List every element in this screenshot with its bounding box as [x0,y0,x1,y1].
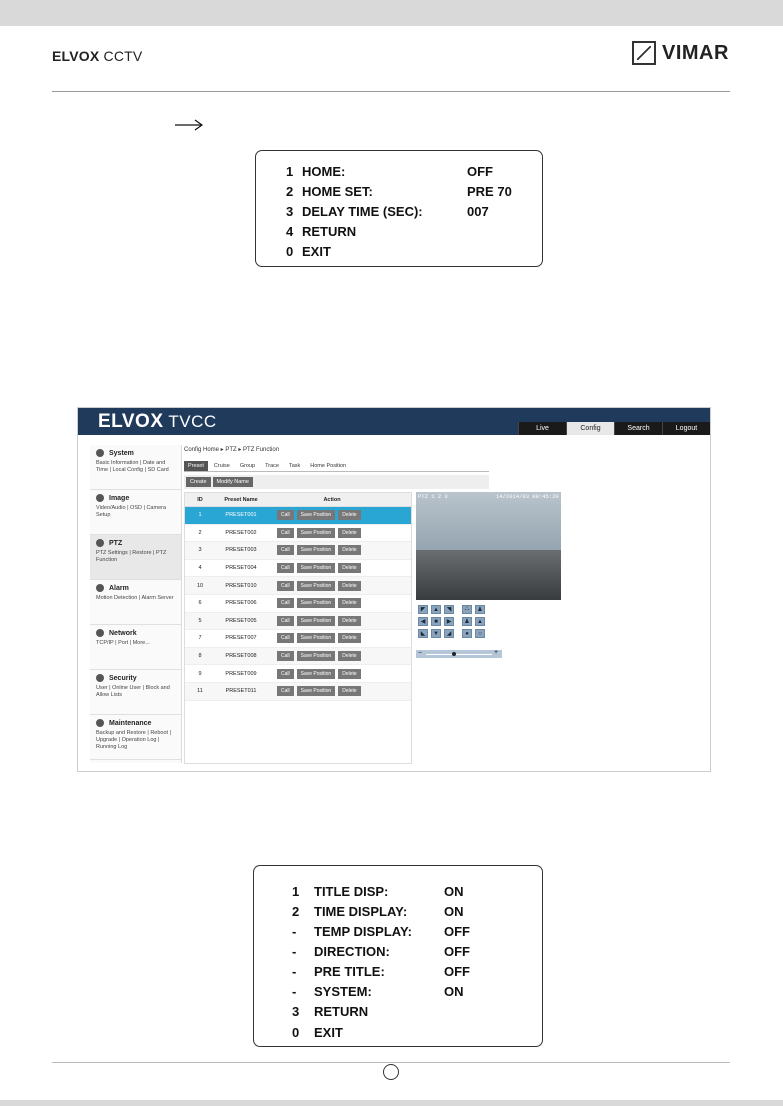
sidebar-section-title [96,539,181,547]
preset-id: 9 [198,670,202,677]
elvox-cctv-logo: ELVOX CCTV [52,48,143,64]
delete-button[interactable]: Delete [338,616,360,626]
video-osd-timestamp: 14/2014/03 09:45:20 [496,493,559,500]
speed-slider[interactable] [416,650,502,658]
osd-menu-number: 1 [286,163,294,179]
table-row[interactable] [185,613,411,631]
save-position-button[interactable]: Save Position [297,528,336,538]
nav-tab-live[interactable]: Live [518,422,566,435]
preset-name: PRESET004 [225,565,257,572]
osd-menu-row [292,881,542,901]
osd-menu-label: RETURN [314,1004,369,1019]
save-position-button[interactable]: Save Position [297,633,336,643]
table-header: ID Preset Name Action [185,493,411,507]
modify-name-button[interactable]: Modify Name [213,477,253,487]
preset-table [184,492,412,764]
call-button[interactable]: Call [277,510,294,520]
preset-actions [277,563,361,573]
sidebar-links[interactable]: PTZ Settings | Restore | PTZ Function [96,550,167,563]
preset-actions [277,510,361,520]
alarm-icon [96,584,104,592]
preset-name: PRESET011 [225,688,257,695]
video-osd-left: PTZ 1 2 3 [418,493,448,500]
delete-button[interactable]: Delete [338,669,360,679]
osd-menu-row [286,181,542,201]
preset-id: 11 [197,688,203,695]
osd-menu-value: PRE 70 [467,183,512,199]
page-top-bar [0,0,783,26]
sidebar-title-text: Alarm [109,584,129,592]
osd-menu-row [292,921,542,941]
osd-menu-value: OFF [444,943,470,959]
delete-button[interactable]: Delete [338,563,360,573]
subtab-home-position[interactable]: Home Position [310,463,347,469]
delete-button[interactable]: Delete [338,528,360,538]
osd-menu-row [286,221,542,241]
preset-id: 1 [198,512,202,519]
subtab-task[interactable]: Task [288,463,301,469]
ptz-up-right-icon[interactable]: ◥ [444,605,454,614]
preset-actions [277,686,361,696]
delete-button[interactable]: Delete [338,651,360,661]
preset-id: 4 [198,565,202,572]
ptz-right-icon[interactable]: ▶ [444,617,454,626]
table-row[interactable] [185,507,411,525]
table-row[interactable] [185,577,411,595]
call-button[interactable]: Call [277,528,294,538]
subtab-trace[interactable]: Trace [265,463,279,469]
osd-menu-label: TEMP DISPLAY: [314,923,413,939]
save-position-button[interactable]: Save Position [297,686,336,696]
osd-menu-number: 3 [286,203,294,219]
preset-id: 8 [198,653,202,660]
image-icon [96,494,104,502]
sidebar-section-title [96,674,181,682]
preset-name: PRESET002 [225,529,257,536]
call-button[interactable]: Call [277,563,294,573]
ptz-stop-icon[interactable]: ■ [431,617,441,626]
preset-actions [277,616,361,626]
sidebar-title-text: PTZ [109,539,123,547]
page-number-circle [383,1064,399,1080]
osd-menu-value: ON [444,903,464,919]
preset-id: 10 [196,582,204,589]
nav-tab-config[interactable]: Config [566,422,614,435]
preset-subtabs [184,461,489,472]
preset-name: PRESET008 [225,653,257,660]
zoom-in-icon[interactable]: ♟ [475,605,485,614]
osd-menu-label: TIME DISPLAY: [314,903,408,919]
osd-menu-number: 3 [292,1004,300,1019]
page-bottom-bar [0,1100,783,1106]
osd-menu-number: 0 [286,243,294,259]
breadcrumb: Config Home ▸ PTZ ▸ PTZ Function [184,447,280,453]
call-button[interactable]: Call [277,581,294,591]
preset-actions [277,545,361,555]
ptz-down-icon[interactable]: ▼ [431,629,441,638]
delete-button[interactable]: Delete [338,545,360,555]
call-button[interactable]: Call [277,598,294,608]
osd-menu-number: - [292,963,297,979]
osd-menu-number: 1 [292,883,300,899]
osd-menu-row [286,201,542,221]
osd-menu-value: ON [444,983,464,999]
ptz-down-left-icon[interactable]: ◣ [418,629,428,638]
osd-menu-number: 0 [292,1025,300,1040]
call-button[interactable]: Call [277,669,294,679]
preset-toolbar [184,475,489,489]
osd-menu-label: EXIT [314,1025,343,1040]
nav-tab-logout[interactable]: Logout [662,422,710,435]
vimar-logo: VIMAR [632,41,729,65]
osd-menu-label: TITLE DISP: [314,883,389,899]
osd-menu-row [292,1022,542,1043]
sidebar-title-text: Security [109,674,137,682]
osd-menu-number: - [292,943,297,959]
ptz-icon [96,539,104,547]
sidebar-links[interactable]: TCP/IP | Port | More... [96,640,150,646]
preset-id: 7 [198,635,202,642]
web-brand: ELVOX TVCC [98,411,217,432]
preset-id: 2 [198,529,202,536]
osd-menu-label: DELAY TIME (SEC): [302,203,423,219]
sidebar-title-text: Image [109,494,130,502]
minus-icon: − [418,650,423,657]
maintenance-icon [96,719,104,727]
osd-menu-row [286,161,542,181]
sidebar-section-title [96,494,181,502]
preset-id: 6 [198,600,202,607]
osd-menu-value: OFF [444,923,470,939]
save-position-button[interactable]: Save Position [297,581,336,591]
table-row[interactable] [185,542,411,560]
preset-id: 3 [198,547,202,554]
focus-near-icon[interactable]: ♟ [462,617,472,626]
web-header [78,408,711,435]
web-nav [518,422,710,435]
preset-name: PRESET001 [225,512,257,519]
save-position-button[interactable]: Save Position [297,669,336,679]
table-row[interactable] [185,525,411,543]
table-row[interactable] [185,648,411,666]
zoom-out-icon[interactable]: ⛬ [462,605,472,614]
sidebar-title-text: Maintenance [109,719,152,727]
save-position-button[interactable]: Save Position [297,563,336,573]
sidebar-title-text: System [109,449,134,457]
osd-menu-number: 2 [292,903,300,919]
delete-button[interactable]: Delete [338,581,360,591]
osd-menu-label: PRE TITLE: [314,963,385,979]
osd-menu-value: ON [444,883,464,899]
preset-name: PRESET005 [225,617,257,624]
osd-menu-label: RETURN [302,223,357,239]
ptz-up-icon[interactable]: ▲ [431,605,441,614]
osd-menu-label: EXIT [302,243,331,259]
osd-menu-row [292,901,542,921]
focus-far-icon[interactable]: ▲ [475,617,485,626]
sidebar-title-text: Network [109,629,137,637]
table-row[interactable] [185,683,411,701]
sidebar-links[interactable]: Basic Information | Date and Time | Local Config | SD Card [96,460,169,473]
delete-button[interactable]: Delete [338,633,360,643]
preset-actions [277,598,361,608]
osd-menu-row [292,981,542,1001]
sidebar-links[interactable]: Video/Audio | OSD | Camera Setup [96,505,167,518]
ptz-down-right-icon[interactable]: ◢ [444,629,454,638]
sidebar-section-security[interactable] [90,670,181,715]
call-button[interactable]: Call [277,633,294,643]
sidebar-links[interactable]: Backup and Restore | Reboot | Upgrade | Operation Log | Running Log [96,730,172,750]
iris-close-icon[interactable]: ● [462,629,472,638]
preset-name: PRESET009 [225,670,257,677]
sidebar-section-title [96,449,181,457]
osd-menu-label: HOME SET: [302,183,373,199]
save-position-button[interactable]: Save Position [297,510,336,520]
sidebar-section-title [96,584,181,592]
sidebar-section-network[interactable] [90,625,181,670]
table-row[interactable] [185,665,411,683]
osd-menu-label: HOME: [302,163,346,179]
web-main [184,446,704,764]
delete-button[interactable]: Delete [338,598,360,608]
preset-name: PRESET007 [225,635,257,642]
osd-menu-number: - [292,983,297,999]
network-icon [96,629,104,637]
table-row[interactable] [185,630,411,648]
preset-id: 5 [198,617,202,624]
sidebar-links[interactable]: Motion Detection | Alarm Server [96,595,174,601]
save-position-button[interactable]: Save Position [297,616,336,626]
delete-button[interactable]: Delete [338,510,360,520]
preset-actions [277,633,361,643]
osd-menu-number: 4 [286,223,294,239]
preset-actions [277,528,361,538]
subtab-cruise[interactable]: Cruise [213,463,230,469]
sidebar-section-title [96,719,181,727]
osd-menu-row [292,1001,542,1022]
create-button[interactable]: Create [186,477,211,487]
sidebar-section-image[interactable] [90,490,181,535]
ptz-up-left-icon[interactable]: ◤ [418,605,428,614]
live-video-preview [416,492,561,600]
osd-menu-value: 007 [467,203,489,219]
osd-menu-number: - [292,923,297,939]
delete-button[interactable]: Delete [338,686,360,696]
sidebar-links[interactable]: User | Online User | Block and Allow Lists [96,685,170,698]
subtab-group[interactable]: Group [239,463,256,469]
osd-menu-value: OFF [467,163,493,179]
footer-divider [52,1062,730,1063]
nav-tab-search[interactable]: Search [614,422,662,435]
table-row[interactable] [185,560,411,578]
osd-menu-home [255,150,543,267]
preset-actions [277,651,361,661]
header-divider [52,91,730,92]
arrow-right-icon [174,118,204,132]
plus-icon: + [494,649,499,656]
vimar-mark-icon [632,41,656,65]
slider-handle[interactable] [452,652,456,656]
osd-menu-row [286,241,542,261]
call-button[interactable]: Call [277,616,294,626]
osd-menu-label: DIRECTION: [314,943,390,959]
sidebar-section-title [96,629,181,637]
sidebar-section-maintenance[interactable] [90,715,181,760]
osd-menu-row [292,941,542,961]
call-button[interactable]: Call [277,545,294,555]
save-position-button[interactable]: Save Position [297,598,336,608]
sidebar-section-ptz[interactable] [90,535,181,580]
web-sidebar [90,445,182,763]
iris-open-icon[interactable]: ○ [475,629,485,638]
ptz-left-icon[interactable]: ◀ [418,617,428,626]
osd-menu-label: SYSTEM: [314,983,372,999]
security-icon [96,674,104,682]
sidebar-section-alarm[interactable] [90,580,181,625]
save-position-button[interactable]: Save Position [297,545,336,555]
web-ui-screenshot [77,407,711,772]
preset-name: PRESET003 [225,547,257,554]
osd-menu-value: OFF [444,963,470,979]
preset-name: PRESET010 [225,582,257,589]
ptz-control-pad [416,604,502,648]
preset-actions [277,669,361,679]
subtab-preset[interactable]: Preset [184,461,208,471]
sidebar-section-system[interactable] [90,445,181,490]
preset-name: PRESET006 [225,600,257,607]
osd-menu-row [292,961,542,981]
call-button[interactable]: Call [277,651,294,661]
osd-menu-display [253,865,543,1047]
osd-menu-number: 2 [286,183,294,199]
save-position-button[interactable]: Save Position [297,651,336,661]
preset-actions [277,581,361,591]
system-icon [96,449,104,457]
call-button[interactable]: Call [277,686,294,696]
table-row[interactable] [185,595,411,613]
